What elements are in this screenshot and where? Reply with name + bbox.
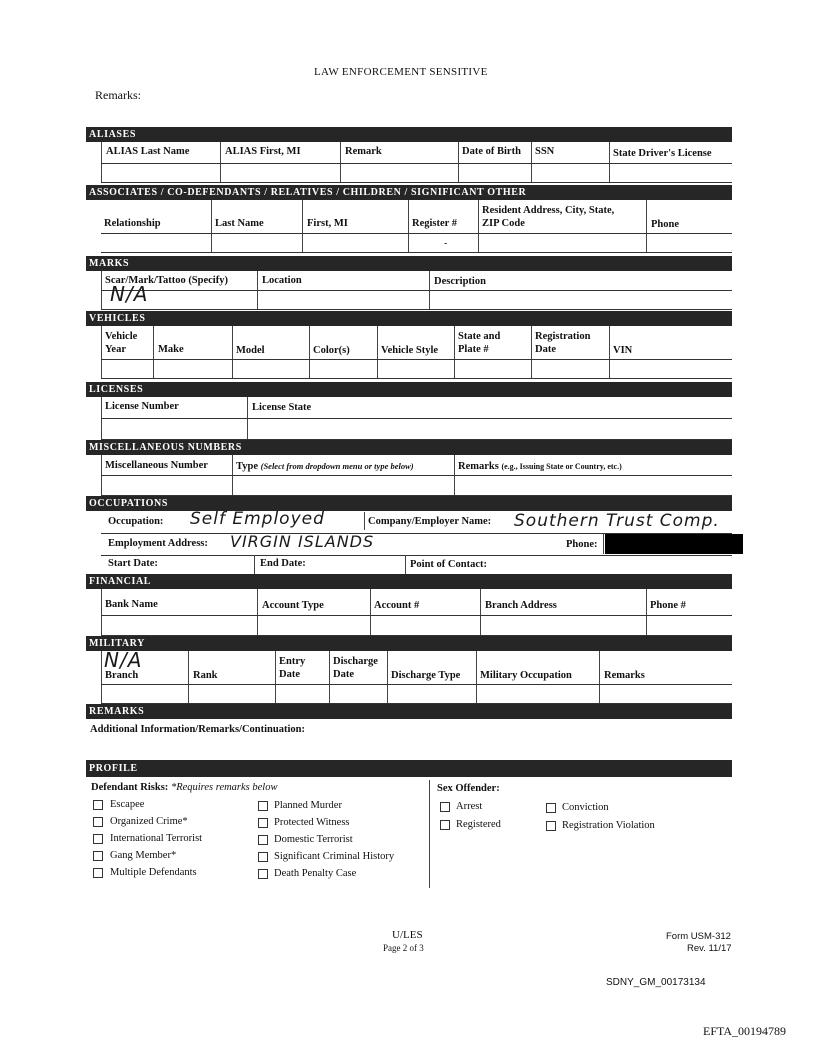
misc-col-remarks: Remarks [458,461,499,472]
risk-domestic-terrorist-label: Domestic Terrorist [274,834,353,845]
military-col-remarks: Remarks [604,670,645,681]
associates-col-address-2: ZIP Code [482,218,525,229]
risk-planned-murder-label: Planned Murder [274,800,342,811]
checkbox-protected-witness[interactable] [258,818,268,828]
risk-gang-member-label: Gang Member* [110,850,177,861]
checkbox-gang-member[interactable] [93,851,103,861]
vehicles-col-reg-2: Date [535,344,556,355]
checkbox-international-terrorist[interactable] [93,834,103,844]
employment-address-label: Employment Address: [108,538,208,549]
financial-section-header: FINANCIAL [86,574,732,589]
marks-col-description: Description [434,276,486,287]
associates-col-register: Register # [412,218,457,229]
aliases-col-dob: Date of Birth [462,146,521,157]
financial-col-bank: Bank Name [105,599,158,610]
employment-address-value: VIRGIN ISLANDS [230,532,375,551]
vehicles-col-reg-1: Registration [535,331,591,342]
end-date-label: End Date: [260,558,306,569]
financial-col-account: Account # [374,600,420,611]
vehicles-col-vin: VIN [613,345,633,356]
checkbox-multiple-defendants[interactable] [93,868,103,878]
contact-label: Point of Contact: [410,559,487,570]
military-handwritten-na: N/A [104,648,143,672]
risk-protected-witness-label: Protected Witness [274,817,350,828]
misc-col-type-hint: (Select from dropdown menu or type below) [260,461,414,471]
checkbox-escapee[interactable] [93,800,103,810]
financial-col-type: Account Type [262,600,324,611]
risk-significant-criminal-history-label: Significant Criminal History [274,851,395,862]
vehicles-section-header: VEHICLES [86,311,732,326]
vehicles-col-make: Make [158,344,184,355]
classification-header: LAW ENFORCEMENT SENSITIVE [314,66,488,78]
sex-registration-violation-label: Registration Violation [562,820,655,831]
bates-number: SDNY_GM_00173134 [606,977,706,988]
footer-les: U/LES [392,929,423,941]
vehicles-col-style: Vehicle Style [381,345,439,356]
licenses-col-state: License State [252,402,312,413]
risk-death-penalty-case-label: Death Penalty Case [274,868,357,879]
checkbox-domestic-terrorist[interactable] [258,835,268,845]
marks-col-scar: Scar/Mark/Tattoo (Specify) [105,275,228,286]
sex-offender-label: Sex Offender: [437,783,500,794]
occupations-section-header: OCCUPATIONS [86,496,732,511]
military-col-discharge-1: Discharge [333,656,378,667]
risk-international-terrorist-label: International Terrorist [110,833,203,844]
remarks-section-header: REMARKS [86,704,732,719]
misc-col-number: Miscellaneous Number [105,460,208,471]
checkbox-registration-violation[interactable] [546,821,556,831]
efta-number: EFTA_00194789 [703,1024,787,1038]
checkbox-death-penalty-case[interactable] [258,869,268,879]
vehicles-col-color: Color(s) [313,345,350,356]
risks-note: *Requires remarks below [170,782,278,793]
footer-form: Form USM-312 [666,931,731,942]
associates-col-relationship: Relationship [104,218,161,229]
checkbox-significant-criminal-history[interactable] [258,852,268,862]
remarks-label: Remarks: [95,88,141,102]
profile-section-header: PROFILE [86,760,732,777]
vehicles-col-year-1: Vehicle [105,331,138,342]
military-col-occupation: Military Occupation [480,670,572,681]
sex-registered-label: Registered [456,819,501,830]
footer-page: Page 2 of 3 [383,943,424,953]
marks-section-header: MARKS [86,256,732,271]
military-col-discharge-type: Discharge Type [391,670,461,681]
vehicles-col-model: Model [236,345,265,356]
military-col-entry-2: Date [279,669,300,680]
phone-label: Phone: [566,539,598,550]
checkbox-registered[interactable] [440,820,450,830]
occupation-value: Self Employed [190,509,325,529]
aliases-col-first: ALIAS First, MI [225,146,301,157]
associates-col-first: First, MI [307,218,348,229]
checkbox-organized-crime[interactable] [93,817,103,827]
checkbox-planned-murder[interactable] [258,801,268,811]
footer-rev: Rev. 11/17 [687,943,732,954]
military-section-header: MILITARY [86,636,732,651]
checkbox-conviction[interactable] [546,803,556,813]
associates-col-last: Last Name [215,218,264,229]
employer-label: Company/Employer Name: [368,516,492,527]
marks-handwritten-na: N/A [110,282,149,306]
associates-col-address-1: Resident Address, City, State, [482,205,615,216]
aliases-col-dl: State Driver's License [613,148,712,159]
financial-col-branch: Branch Address [485,600,557,611]
military-col-rank: Rank [193,670,218,681]
risk-escapee-label: Escapee [110,799,145,810]
misc-col-type: Type [236,461,258,472]
misc-section-header: MISCELLANEOUS NUMBERS [86,440,732,455]
military-col-discharge-2: Date [333,669,354,680]
associates-section-header: ASSOCIATES / CO-DEFENDANTS / RELATIVES / CHILDREN / SIGNIFICANT OTHER [86,185,732,200]
vehicles-col-plate-1: State and [458,331,501,342]
sex-conviction-label: Conviction [562,802,609,813]
occupation-label: Occupation: [108,516,164,527]
aliases-col-ssn: SSN [535,146,555,157]
aliases-section-header: ALIASES [86,127,732,142]
employer-value: Southern Trust Comp. [514,511,720,531]
military-col-entry-1: Entry [279,656,306,667]
vehicles-col-year-2: Year [105,344,126,355]
misc-col-remarks-hint: (e.g., Issuing State or Country, etc.) [501,462,622,471]
checkbox-arrest[interactable] [440,802,450,812]
licenses-section-header: LICENSES [86,382,732,397]
associates-col-phone: Phone [651,219,680,230]
risk-organized-crime-label: Organized Crime* [110,816,188,827]
aliases-col-last: ALIAS Last Name [106,146,190,157]
military-col-branch: Branch [105,670,139,681]
register-mark: - [444,238,448,249]
aliases-col-remark: Remark [345,146,382,157]
risk-multiple-defendants-label: Multiple Defendants [110,867,197,878]
start-date-label: Start Date: [108,558,158,569]
vehicles-col-plate-2: Plate # [458,344,489,355]
additional-remarks-label: Additional Information/Remarks/Continuation: [90,724,305,735]
financial-col-phone: Phone # [650,600,686,611]
sex-arrest-label: Arrest [456,801,483,812]
licenses-col-number: License Number [105,401,179,412]
risks-label: Defendant Risks: [91,782,169,793]
phone-redaction [605,534,743,554]
marks-col-location: Location [262,275,302,286]
